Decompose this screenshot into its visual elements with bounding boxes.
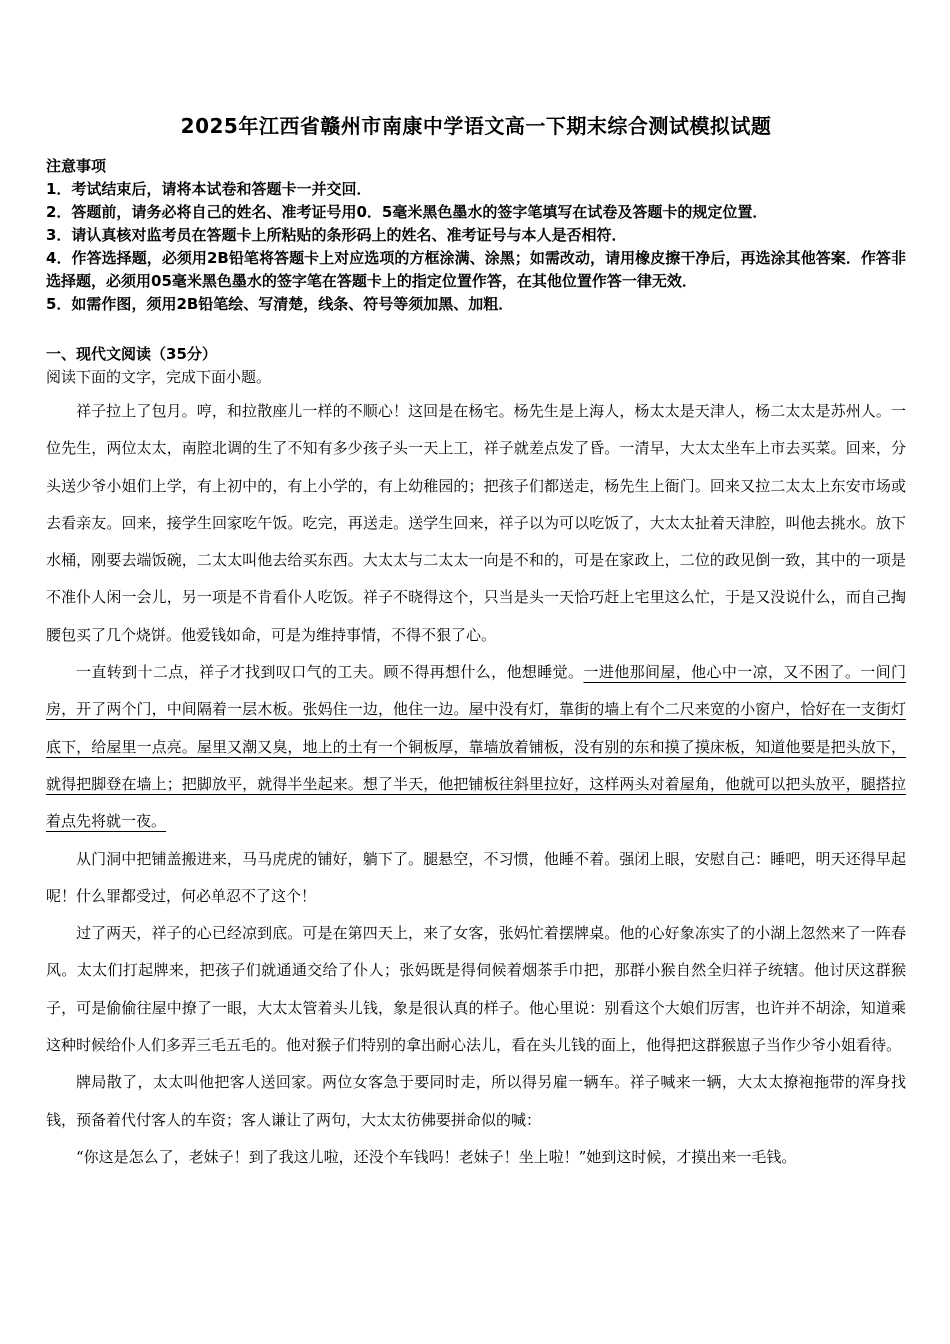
notice-block bbox=[46, 155, 906, 316]
notice-heading: 注意事项 bbox=[46, 157, 107, 175]
notice-item-5: 5．如需作图，须用2B铅笔绘、写清楚，线条、符号等须加黑、加粗． bbox=[46, 295, 514, 313]
passage-paragraph-3: 从门洞中把铺盖搬进来，马马虎虎的铺好，躺下了。腿悬空，不习惯，他睡不着。强闭上眼，安慰自己：睡吧，明天还得早起呢！什么罪都受过，何必单忍不了这个！ bbox=[46, 849, 906, 905]
underlined-passage: 一进他那间屋，他心中一凉，又不困了。一间门房，开了两个门，中间隔着一层木板。张妈住一边，他住一边。屋中没有灯，靠街的墙上有个二尺来宽的小窗户，恰好在一支街灯底下，给屋里一点亮。屋里又潮又臭，地上的土有一个铜板厚，靠墙放着铺板，没有别的东和摸了摸床板，知道他要是把头放下，就得把脚登在墙上；把脚放平，就得半坐起来。想了半天，他把铺板往斜里拉好，这样两头对着屋角，他就可以把头放平，腿搭拉着点先将就一夜。 bbox=[46, 663, 906, 831]
passage-paragraph-6: “你这是怎么了，老妹子！到了我这儿啦，还没个车钱吗！老妹子！坐上啦！”她到这时候，才摸出来一毛钱。 bbox=[76, 1147, 797, 1166]
notice-item-2: 2．答题前，请务必将自己的姓名、准考证号用0．5毫米黑色墨水的签字笔填写在试卷及答题卡的规定位置． bbox=[46, 203, 768, 221]
reading-passage bbox=[46, 393, 906, 1176]
notice-item-1: 1．考试结束后，请将本试卷和答题卡一并交回． bbox=[46, 180, 372, 198]
page-title: 2025年江西省赣州市南康中学语文高一下期末综合测试模拟试题 bbox=[180, 114, 772, 138]
passage-paragraph-5: 牌局散了，太太叫他把客人送回家。两位女客急于要同时走，所以得另雇一辆车。祥子喊来一辆，大太太撩袍拖带的浑身找钱，预备着代付客人的车资；客人谦让了两句，大太太彷佛要拼命似的喊： bbox=[46, 1073, 906, 1129]
notice-item-3: 3．请认真核对监考员在答题卡上所粘贴的条形码上的姓名、准考证号与本人是否相符． bbox=[46, 226, 627, 244]
section-title: 一、现代文阅读（35分） bbox=[46, 345, 217, 363]
section-instruction: 阅读下面的文字，完成下面小题。 bbox=[46, 368, 272, 386]
passage-paragraph-1: 祥子拉上了包月。哼，和拉散座儿一样的不顺心！这回是在杨宅。杨先生是上海人，杨太太是天津人，杨二太太是苏州人。一位先生，两位太太，南腔北调的生了不知有多少孩子头一天上工，祥子就差点发了昏。一清早，大太太坐车上市去买菜。回来，分头送少爷小姐们上学，有上初中的，有上小学的，有上幼稚园的；把孩子们都送走，杨先生上衙门。回来又拉二太太上东安市场或去看亲友。回来，接学生回家吃午饭。吃完，再送走。送学生回来，祥子以为可以吃饭了，大太太扯着天津腔，叫他去挑水。放下水桶，刚要去端饭碗，二太太叫他去给买东西。大太太与二太太一向是不和的，可是在家政上，二位的政见倒一致，其中的一项是不准仆人闲一会儿，另一项是不肯看仆人吃饭。祥子不晓得这个，只当是头一天恰巧赶上宅里这么忙，于是又没说什么，而自己掏腰包买了几个烧饼。他爱钱如命，可是为维持事情，不得不狠了心。 bbox=[46, 402, 906, 644]
paragraph-2-text: 一直转到十二点，祥子才找到叹口气的工夫。顾不得再想什么，他想睡觉。 bbox=[76, 663, 584, 682]
passage-paragraph-2 bbox=[46, 654, 906, 840]
notice-item-4: 4．作答选择题，必须用2B铅笔将答题卡上对应选项的方框涂满、涂黑；如需改动，请用橡皮擦干净后，再选涂其他答案．作答非选择题，必须用05毫米黑色墨水的签字笔在答题卡上的指定位置作答，在其他位置作答一律无效． bbox=[46, 249, 906, 290]
exam-page bbox=[46, 110, 906, 1176]
passage-paragraph-4: 过了两天，祥子的心已经凉到底。可是在第四天上，来了女客，张妈忙着摆牌桌。他的心好象冻实了的小湖上忽然来了一阵春风。太太们打起牌来，把孩子们就通通交给了仆人；张妈既是得伺候着烟茶手巾把，那群小猴自然全归祥子统辖。他讨厌这群猴子，可是偷偷往屋中撩了一眼，大太太管着头儿钱，象是很认真的样子。他心里说：别看这个大娘们厉害，也许并不胡涂，知道乘这种时候给仆人们多弄三毛五毛的。他对猴子们特别的拿出耐心法儿，看在头儿钱的面上，他得把这群猴崽子当作少爷小姐看待。 bbox=[46, 924, 906, 1055]
